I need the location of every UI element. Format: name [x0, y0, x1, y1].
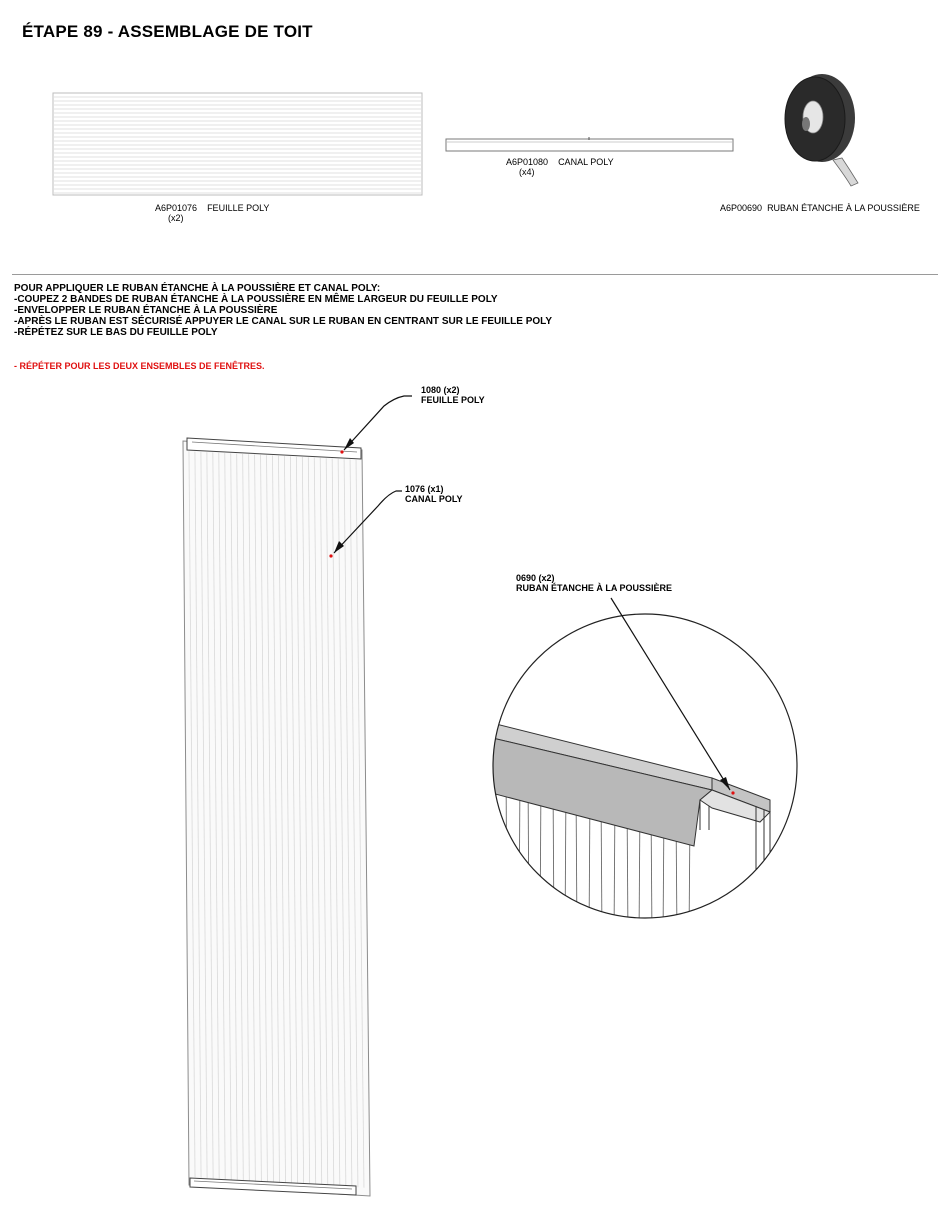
part-label-feuille-poly	[155, 203, 269, 213]
callout-ruban	[516, 573, 672, 593]
tape-roll-icon	[785, 74, 858, 186]
section-divider	[12, 274, 938, 275]
callout-feuille-poly	[421, 385, 485, 405]
instruction-line: -APRÈS LE RUBAN EST SÉCURISÉ APPUYER LE CANAL SUR LE RUBAN EN CENTRANT SUR LE FEUILLE POLY	[14, 316, 553, 327]
part-name: RUBAN ÉTANCHE À LA POUSSIÈRE	[767, 203, 920, 213]
instruction-line: -COUPEZ 2 BANDES DE RUBAN ÉTANCHE À LA POUSSIÈRE EN MÊME LARGEUR DU FEUILLE POLY	[14, 294, 498, 305]
part-name: CANAL POLY	[558, 157, 614, 167]
instructions-block	[14, 283, 552, 338]
part-label-ruban	[720, 203, 920, 213]
poly-sheet-panel	[183, 438, 370, 1196]
callout-label: RUBAN ÉTANCHE À LA POUSSIÈRE	[516, 583, 673, 593]
poly-sheet-thumbnail	[53, 93, 422, 195]
callout-label: FEUILLE POLY	[421, 395, 485, 405]
instruction-line: POUR APPLIQUER LE RUBAN ÉTANCHE À LA POUSSIÈRE ET CANAL POLY:	[14, 283, 381, 294]
detail-magnifier	[480, 600, 820, 940]
callout-ref: 0690 (x2)	[516, 573, 555, 583]
instruction-line: -RÉPÉTEZ SUR LE BAS DU FEUILLE POLY	[14, 327, 218, 338]
callout-ref: 1080 (x2)	[421, 385, 460, 395]
part-label-canal-poly	[506, 157, 614, 167]
part-qty-feuille-poly: (x2)	[168, 213, 184, 223]
poly-channel-thumbnail	[446, 137, 733, 151]
part-code: A6P00690	[720, 203, 763, 213]
part-name: FEUILLE POLY	[207, 203, 270, 213]
warning-note: - RÉPÉTER POUR LES DEUX ENSEMBLES DE FENÊTRES.	[14, 361, 265, 371]
callout-arrow-feuille-poly	[340, 396, 412, 454]
part-code: A6P01080	[506, 157, 549, 167]
part-qty-canal-poly: (x4)	[519, 167, 535, 177]
page-title: ÉTAPE 89 - ASSEMBLAGE DE TOIT	[22, 22, 313, 41]
callout-label: CANAL POLY	[405, 494, 463, 504]
callout-ref: 1076 (x1)	[405, 484, 444, 494]
callout-canal-poly	[405, 484, 463, 504]
instruction-line: -ENVELOPPER LE RUBAN ÉTANCHE À LA POUSSIÈRE	[14, 305, 278, 316]
part-code: A6P01076	[155, 203, 198, 213]
